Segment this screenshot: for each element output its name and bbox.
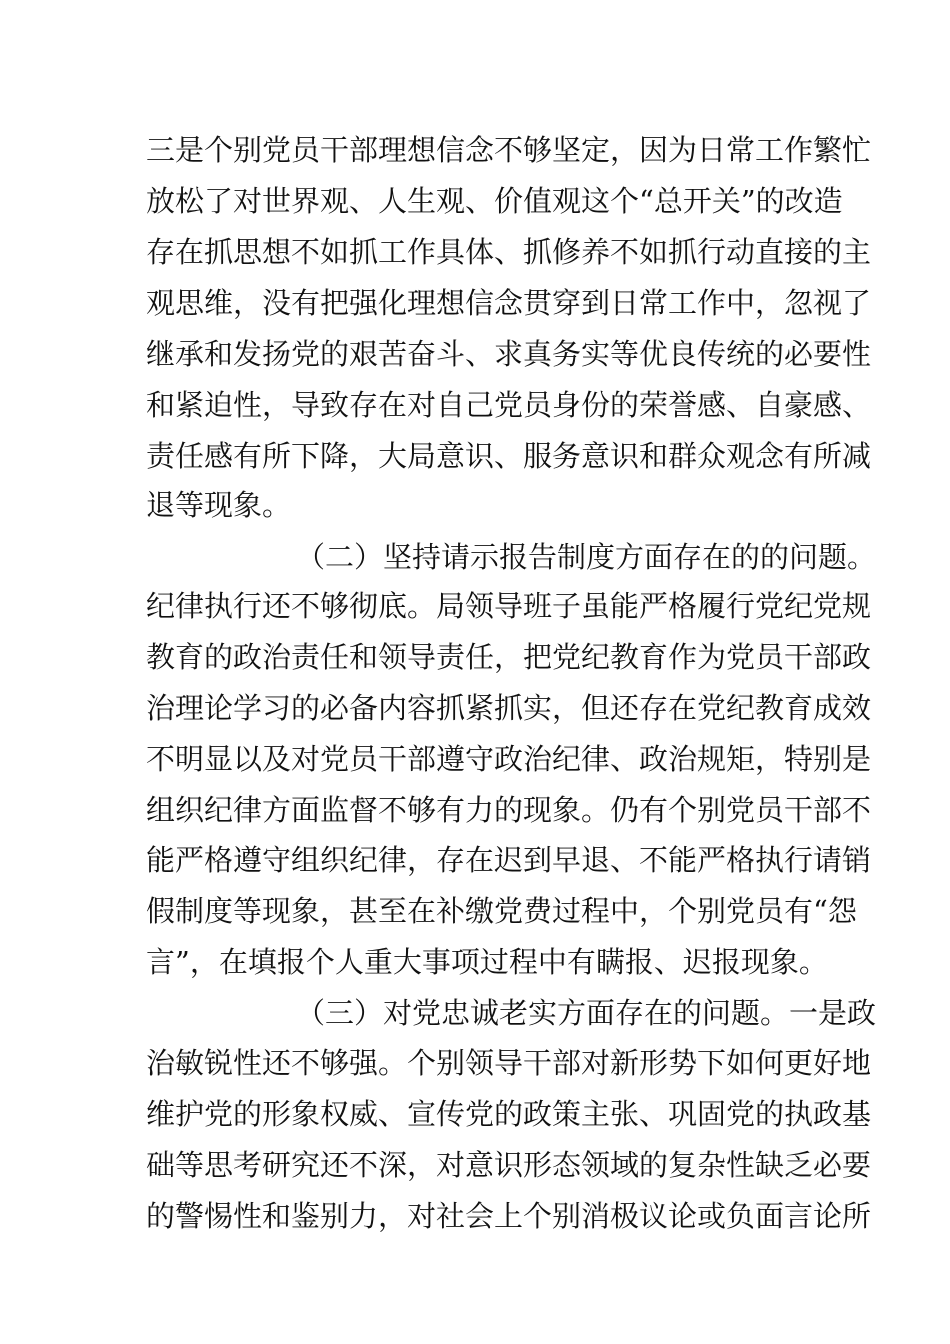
text-line: 纪律执行还不够彻底。局领导班子虽能严格履行党纪党规 [146, 589, 872, 623]
text-line: 存在抓思想不如抓工作具体、抓修养不如抓行动直接的主 [146, 235, 872, 269]
text-line: 和紧迫性，导致存在对自己党员身份的荣誉感、自豪感、 [146, 388, 872, 422]
text-line: 继承和发扬党的艰苦奋斗、求真务实等优良传统的必要性 [146, 337, 872, 371]
text-line: 假制度等现象，甚至在补缴党费过程中，个别党员有“怨 [146, 894, 857, 928]
text-line: 教育的政治责任和领导责任，把党纪教育作为党员干部政 [146, 640, 872, 674]
text-line: 的警惕性和鉴别力，对社会上个别消极议论或负面言论所 [146, 1199, 872, 1233]
text-line: 治理论学习的必备内容抓紧抓实，但还存在党纪教育成效 [146, 691, 872, 725]
section-heading-2: （二）坚持请示报告制度方面存在的的问题。 [296, 540, 877, 574]
text-line: 退等现象。 [146, 488, 292, 522]
text-line: 治敏锐性还不够强。个别领导干部对新形势下如何更好地 [146, 1046, 872, 1080]
text-line: 三是个别党员干部理想信念不够坚定，因为日常工作繁忙 [146, 133, 872, 167]
text-line: 础等思考研究还不深，对意识形态领域的复杂性缺乏必要 [146, 1148, 872, 1182]
text-line: 维护党的形象权威、宣传党的政策主张、巩固党的执政基 [146, 1097, 872, 1131]
text-line: 责任感有所下降，大局意识、服务意识和群众观念有所减 [146, 439, 872, 473]
text-line: 组织纪律方面监督不够有力的现象。仍有个别党员干部不 [146, 793, 872, 827]
text-line: 放松了对世界观、人生观、价值观这个“总开关”的改造 [146, 184, 843, 218]
text-line: 言”，在填报个人重大事项过程中有瞒报、迟报现象。 [146, 945, 828, 979]
text-line: 观思维，没有把强化理想信念贯穿到日常工作中，忽视了 [146, 286, 872, 320]
text-line: 不明显以及对党员干部遵守政治纪律、政治规矩，特别是 [146, 742, 872, 776]
section-heading-3: （三）对党忠诚老实方面存在的问题。一是政 [296, 996, 877, 1030]
text-line: 能严格遵守组织纪律，存在迟到早退、不能严格执行请销 [146, 843, 872, 877]
